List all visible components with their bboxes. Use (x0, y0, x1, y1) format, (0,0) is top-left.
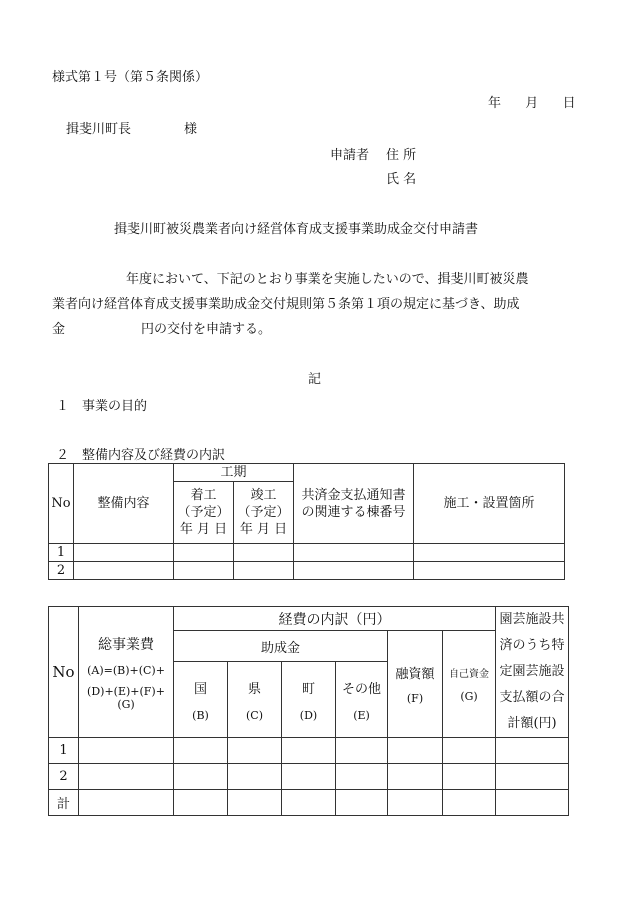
col-subsidy: 助成金 (174, 631, 388, 662)
col-town: 町 (D) (282, 662, 336, 738)
table-row (49, 764, 569, 790)
row-number: 1 (49, 738, 79, 764)
row-number: 1 (49, 544, 74, 562)
col-end: 竣工 （予定） 年 月 日 (234, 482, 294, 544)
date-day: 日 (562, 96, 576, 111)
col-prefecture: 県 (C) (228, 662, 282, 738)
body-line-3a: 金 (52, 322, 66, 337)
addressee: 揖斐川町長 (66, 122, 132, 137)
table-row-total (49, 790, 569, 816)
col-place: 施工・設置箇所 (414, 464, 565, 544)
col-no: No (49, 464, 74, 544)
section-breakdown: ２ 整備内容及び経費の内訳 (56, 448, 226, 463)
col-loan: 融資額 (F) (388, 631, 443, 738)
col-national: 国 (B) (174, 662, 228, 738)
applicant-label: 申請者 (330, 148, 370, 163)
table-row (49, 738, 569, 764)
name-label: 氏 名 (386, 172, 417, 187)
section-purpose: １ 事業の目的 (56, 399, 148, 414)
date-month: 月 (525, 96, 539, 111)
table-row (49, 562, 565, 580)
formula-line-2: (D)+(E)+(F)+(G) (87, 684, 165, 711)
col-total (79, 607, 174, 738)
date-line (488, 92, 576, 111)
row-number: 2 (49, 764, 79, 790)
body-line-3b: 円の交付を申請する。 (141, 322, 272, 337)
document-title: 揖斐川町被災農業者向け経営体育成支援事業助成金交付申請書 (114, 222, 479, 237)
total-label: 総事業費 (98, 636, 154, 653)
col-content: 整備内容 (74, 464, 174, 544)
date-year: 年 (488, 96, 502, 111)
col-start: 着工 （予定） 年 月 日 (174, 482, 234, 544)
col-no: No (49, 607, 79, 738)
col-other: その他 (E) (336, 662, 388, 738)
form-number: 様式第１号（第５条関係） (52, 70, 209, 85)
row-number: 2 (49, 562, 74, 580)
ki-heading: 記 (308, 372, 322, 387)
address-label: 住 所 (386, 148, 417, 163)
body-line-1: 年度において、下記のとおり事業を実施したいので、揖斐川町被災農 (126, 272, 529, 287)
addressee-honorific: 様 (184, 122, 198, 137)
works-table (48, 463, 565, 580)
col-breakdown: 経費の内訳（円） (174, 607, 496, 631)
col-period: 工期 (174, 464, 294, 482)
cost-table (48, 606, 569, 816)
formula-line-1: (A)=(B)+(C)+ (87, 663, 165, 677)
row-total-label: 計 (49, 790, 79, 816)
body-line-2: 業者向け経営体育成支援事業助成金交付規則第５条第１項の規定に基づき、助成 (52, 297, 520, 312)
col-own: 自己資金 (G) (443, 631, 496, 738)
col-notice: 共済金支払通知書 の関連する棟番号 (294, 464, 414, 544)
table-row (49, 544, 565, 562)
col-horticulture: 園芸施設共 済のうち特 定園芸施設 支払額の合 計額(円) (496, 607, 569, 738)
